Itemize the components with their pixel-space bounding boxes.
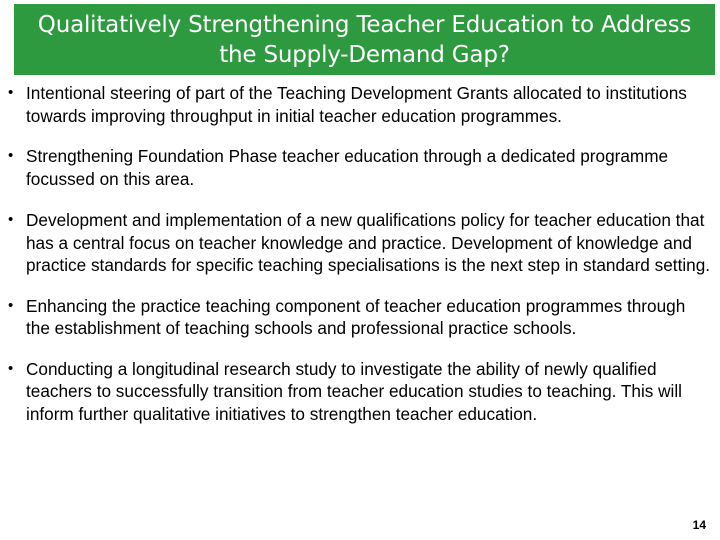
bullet-text: Enhancing the practice teaching component of teacher education programmes through the establishment of teaching schools and professional practice schools. bbox=[26, 295, 686, 338]
bullet-item bbox=[8, 82, 712, 127]
bullet-text: Conducting a longitudinal research study to investigate the ability of newly qualified teachers to successfully transition from teacher education studies to teaching. This will inform further qualitative initiatives to strengthen teacher education. bbox=[26, 358, 682, 424]
bullet-item bbox=[8, 145, 712, 190]
slide-title: Qualitatively Strengthening Teacher Education to Address the Supply-Demand Gap? bbox=[37, 11, 692, 68]
bullet-item bbox=[8, 358, 712, 426]
title-banner bbox=[14, 4, 715, 75]
bullet-icon: • bbox=[8, 211, 14, 228]
bullet-text: Strengthening Foundation Phase teacher education through a dedicated programme focussed on this area. bbox=[26, 146, 669, 189]
bullet-icon: • bbox=[8, 147, 14, 164]
bullet-list bbox=[8, 82, 712, 425]
bullet-text: Intentional steering of part of the Teaching Development Grants allocated to institutions towards improving throughput in initial teacher education programmes. bbox=[26, 83, 687, 126]
bullet-item bbox=[8, 295, 712, 340]
bullet-item bbox=[8, 209, 712, 277]
bullet-text: Development and implementation of a new qualifications policy for teacher education that has a central focus on teacher knowledge and practice. Development of knowledge and practice standards for specific teaching specialisations is the next step in standard setting. bbox=[26, 210, 711, 275]
bullet-icon: • bbox=[8, 84, 14, 101]
page-number: 14 bbox=[692, 518, 706, 532]
bullet-icon: • bbox=[8, 296, 14, 314]
bullet-icon: • bbox=[8, 359, 14, 377]
